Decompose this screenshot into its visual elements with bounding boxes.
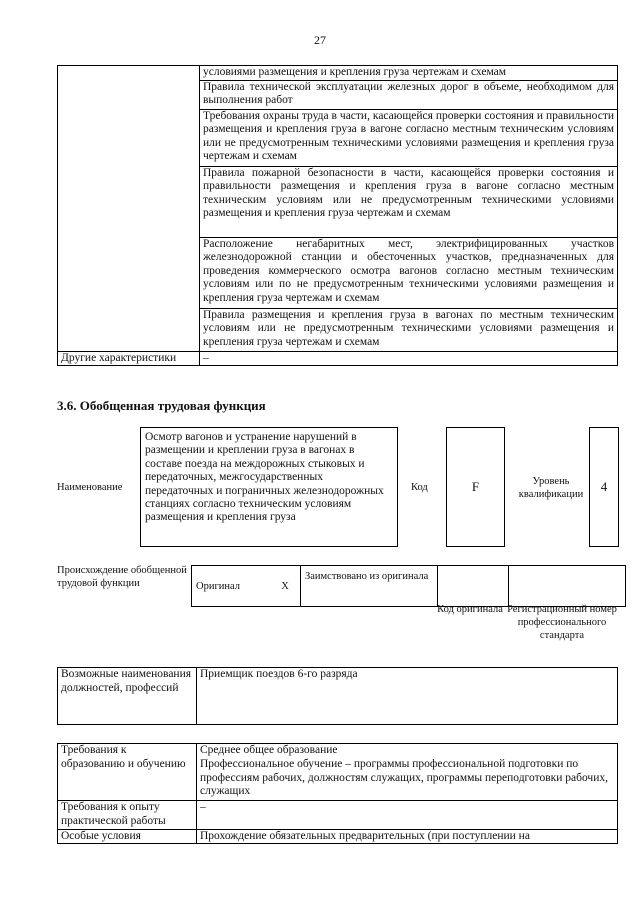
other-characteristics-value: – [200, 351, 618, 366]
function-name-box: Осмотр вагонов и устранение нарушений в размещении и креплении груза в вагонах в составе поезда на междорожных стыковых и передаточных, межгосударственных передаточных и пограничных железнодорожных станциях согласно техническим условиям размещения и крепления груза [140, 427, 398, 547]
positions-table [57, 667, 618, 725]
table-row: Расположение негабаритных мест, электрифицированных участков железнодорожной станции и обесточенных участков, предназначенных для проведения коммерческого осмотра вагонов согласно местным техническим условиям или по не предусмотренным техническими условиями размещения и крепления груза чертежам и схемам [200, 237, 618, 308]
education-value [197, 744, 618, 801]
positions-value: Приемщик поездов 6-го разряда [197, 668, 618, 725]
original-mark: X [270, 566, 301, 607]
table-label-cell [58, 66, 200, 352]
original-label: Оригинал [192, 566, 271, 607]
other-characteristics-label: Другие характеристики [58, 351, 200, 366]
special-conditions-value: Прохождение обязательных предварительных (при поступлении на [197, 829, 618, 844]
origin-label: Происхождение обобщенной трудовой функции [57, 565, 187, 589]
table-row: условиями размещения и крепления груза чертежам и схемам [200, 66, 618, 81]
requirements-table [57, 743, 618, 844]
positions-label: Возможные наименования должностей, профессий [58, 668, 197, 725]
borrowed-label: Заимствовано из оригинала [301, 566, 438, 607]
education-label: Требования к образованию и обучению [58, 744, 197, 801]
code-box: F [446, 427, 505, 547]
table-row: Правила технической эксплуатации железных дорог в объеме, необходимом для выполнения работ [200, 80, 618, 109]
name-label: Наименование [57, 482, 123, 493]
experience-label: Требования к опыту практической работы [58, 801, 197, 830]
table-row: Правила размещения и крепления груза в вагонах по местным техническим условиям или не предусмотренным техническими условиями размещения и крепления груза чертежам и схемам [200, 308, 618, 351]
table-row: Требования охраны труда в части, касающейся проверки состояния и правильности размещения и крепления груза в вагоне согласно местным техническим условиям или не предусмотренным техническими условиями размещения и крепления груза чертежам и схемам [200, 109, 618, 166]
section-title: 3.6. Обобщенная трудовая функция [57, 398, 266, 413]
table-row: Правила пожарной безопасности в части, касающейся проверки состояния и правильности размещения и крепления груза в вагоне согласно местным техническим условиям или не предусмотренным техническими условиями размещения и крепления груза чертежам и схемам [200, 166, 618, 237]
page-number: 27 [314, 33, 326, 47]
education-line: Среднее общее образование [200, 744, 338, 756]
registration-number-cell [509, 566, 626, 607]
special-conditions-label: Особые условия [58, 829, 197, 844]
registration-number-label: Регистрационный номер профессионального стандарта [507, 604, 617, 641]
origin-table [191, 565, 626, 607]
knowledge-table [57, 65, 618, 366]
original-code-label: Код оригинала [437, 604, 503, 615]
qualification-level-box: 4 [589, 427, 619, 547]
education-line: Профессиональное обучение – программы профессиональной подготовки по профессиям рабочих, должностям служащих, программы переподготовки рабочих, служащих [200, 757, 608, 798]
qualification-level-label: Уровень квалификации [518, 476, 584, 500]
code-label: Код [411, 482, 428, 493]
experience-value: – [197, 801, 618, 830]
original-code-cell [438, 566, 509, 607]
